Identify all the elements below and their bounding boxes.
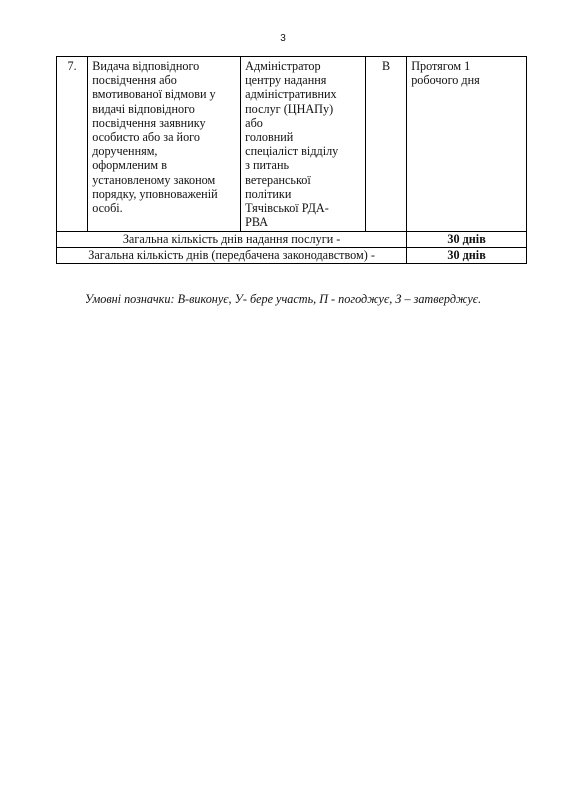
- summary-row-legal-days: [57, 248, 527, 264]
- page-number: 3: [280, 33, 286, 44]
- procedure-table: [56, 56, 527, 264]
- summary-label: Загальна кількість днів надання послуги -: [57, 232, 407, 248]
- term-cell: Протягом 1 робочого дня: [407, 57, 527, 232]
- responsible-cell: Адміністратор центру надання адміністративних послуг (ЦНАПу) або головний спеціаліст відділу з питань ветеранської політики Тячівської РДА- РВА: [241, 57, 366, 232]
- summary-value: 30 днів: [407, 248, 527, 264]
- legend-note: Умовні позначки: В-виконує, У- бере участь, П - погоджує, З – затверджує.: [84, 292, 482, 306]
- summary-row-total-days: [57, 232, 527, 248]
- table-row: [57, 57, 527, 232]
- stage-cell: Видача відповідного посвідчення або вмотивованої відмови у видачі відповідного посвідчення заявнику особисто або за його дорученням, оформленим в установленому законом порядку, уповноваженій особі.: [88, 57, 241, 232]
- summary-value: 30 днів: [407, 232, 527, 248]
- action-cell: В: [365, 57, 406, 232]
- row-number-cell: 7.: [57, 57, 88, 232]
- summary-label: Загальна кількість днів (передбачена законодавством) -: [57, 248, 407, 264]
